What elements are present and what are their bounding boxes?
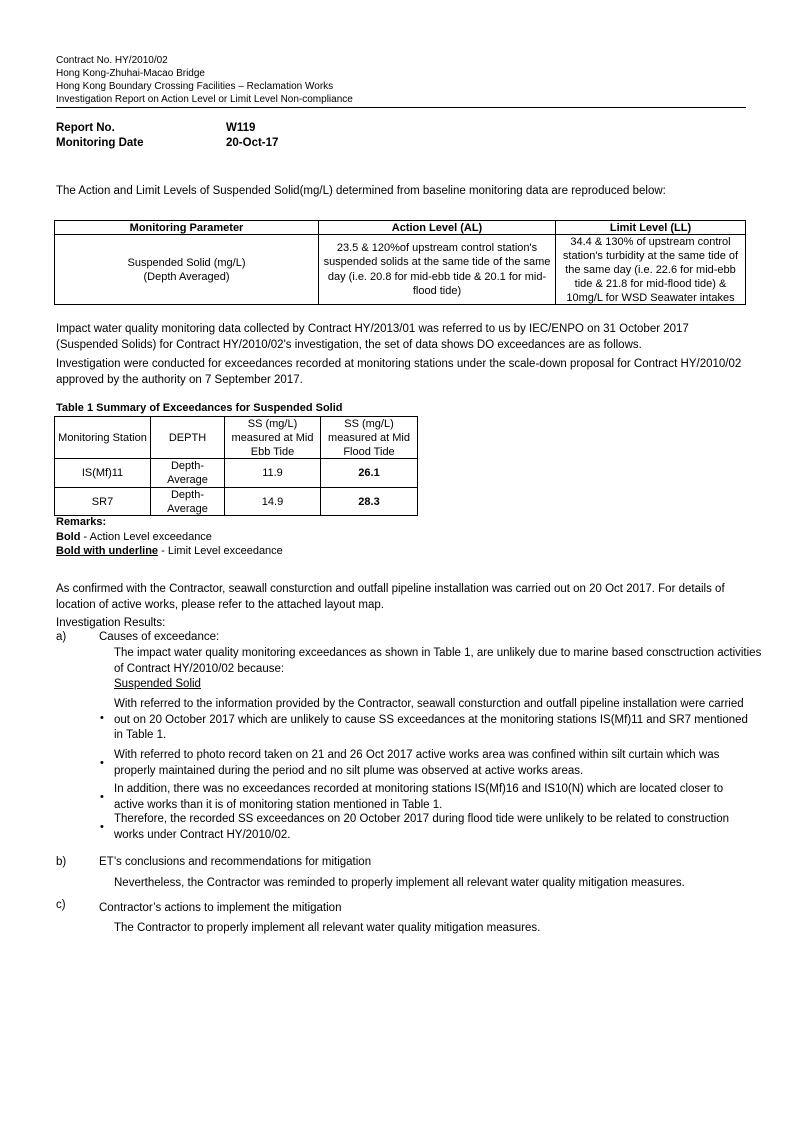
th-flood-line: SS (mg/L) (344, 417, 394, 430)
th-ebb (224, 416, 321, 459)
section-b-marker: b) (56, 856, 67, 868)
row2-ebb: 14.9 (224, 487, 321, 516)
paragraph-line: active works than it is of monitoring station mentioned in Table 1. (114, 798, 443, 811)
limit-level-line: tide & 21.8 for mid-flood tide) & (574, 277, 727, 290)
remarks-bold-desc: - Action Level exceedance (80, 531, 212, 543)
remarks-bu-label: Bold with underline (56, 545, 159, 557)
bullet-icon: • (100, 821, 104, 833)
header-contract: Contract No. HY/2010/02 (56, 55, 168, 66)
limit-level-line: the same day (i.e. 22.6 for mid-ebb (565, 263, 736, 276)
paragraph-line: (Suspended Solids) for Contract HY/2010/02's investigation, the set of data shows DO exceedances are as follows. (56, 338, 642, 351)
bullet-item-2 (114, 748, 719, 779)
depth-line: Depth- (170, 488, 205, 501)
th-station: Monitoring Station (54, 416, 151, 459)
section-b-text: Nevertheless, the Contractor was reminded to properly implement all relevant water quality mitigation measures. (114, 877, 685, 889)
paragraph-line: The impact water quality monitoring exceedances as shown in Table 1, are unlikely due to marine based consctruction activities (114, 647, 762, 659)
action-limit-table (54, 220, 746, 305)
section-c-marker: c) (56, 899, 66, 911)
results-title: Investigation Results: (56, 617, 166, 629)
table-header-action: Action Level (AL) (318, 220, 556, 235)
section-a-subheading (114, 677, 201, 693)
remarks-title: Remarks: (56, 516, 107, 528)
bullet-item-1 (114, 697, 748, 744)
action-level-line: 23.5 & 120%of upstream control station's (336, 241, 538, 254)
paragraph-line: With referred to the information provided by the Contractor, seawall consturction and outfall pipeline installation were carried (114, 698, 744, 710)
remarks-bold-label: Bold (56, 531, 81, 543)
paragraph-line: works under Contract HY/2010/02. (114, 828, 291, 841)
section-a-intro (114, 646, 761, 677)
paragraph-contractor (56, 582, 725, 613)
header-report-type: Investigation Report on Action Level or Limit Level Non-compliance (56, 94, 353, 105)
section-c-title: Contractor’s actions to implement the mitigation (99, 902, 342, 914)
paragraph-line: As confirmed with the Contractor, seawall consturction and outfall pipeline installation was carried out on 20 Oct 2017. For details of (56, 583, 725, 595)
th-flood-line: measured at Mid (328, 431, 410, 444)
parameter-line: Suspended Solid (mg/L) (127, 256, 246, 269)
monitoring-date-value: 20-Oct-17 (226, 137, 279, 149)
row2-depth (150, 487, 225, 516)
table-header-parameter: Monitoring Parameter (54, 220, 319, 235)
subheading-text: Suspended Solid (114, 678, 201, 690)
bullet-icon: • (100, 757, 104, 769)
depth-line: Average (167, 502, 208, 515)
header-works: Hong Kong Boundary Crossing Facilities – Reclamation Works (56, 81, 334, 92)
limit-level-line: 34.4 & 130% of upstream control (570, 235, 731, 248)
paragraph-data-source (56, 322, 689, 353)
paragraph-line: location of active works, please refer to the attached layout map. (56, 598, 384, 611)
th-ebb-line: SS (mg/L) (247, 417, 298, 430)
row1-station: IS(Mf)11 (54, 458, 151, 488)
bullet-item-3 (114, 782, 723, 813)
th-ebb-line: measured at Mid (231, 431, 314, 444)
remarks-bold-underline (56, 545, 283, 557)
action-level-line: flood tide) (412, 285, 462, 297)
limit-level-cell (555, 234, 746, 305)
report-no-label: Report No. (56, 122, 115, 134)
parameter-line: (Depth Averaged) (143, 270, 230, 283)
parameter-cell (54, 234, 319, 305)
section-a-marker: a) (56, 631, 67, 643)
row1-depth (150, 458, 225, 488)
paragraph-line: With referred to photo record taken on 21 and 26 Oct 2017 active works area was confined within silt curtain which was (114, 749, 720, 761)
limit-level-line: 10mg/L for WSD Seawater intakes (566, 291, 735, 304)
table1-title: Table 1 Summary of Exceedances for Suspended Solid (56, 402, 343, 414)
paragraph-line: approved by the authority on 7 September 2017. (56, 373, 303, 386)
monitoring-date-label: Monitoring Date (56, 137, 144, 149)
row2-station: SR7 (54, 487, 151, 516)
depth-line: Average (167, 474, 208, 486)
paragraph-line: in Table 1. (114, 729, 167, 741)
report-no-value: W119 (226, 122, 256, 134)
header-project: Hong Kong-Zhuhai-Macao Bridge (56, 68, 205, 79)
paragraph-line: Investigation were conducted for exceedances recorded at monitoring stations under the scale-down proposal for Contract HY/2010/02 (56, 358, 742, 370)
th-flood-line: Flood Tide (343, 445, 395, 458)
table-header-limit: Limit Level (LL) (555, 220, 746, 235)
paragraph-line: out on 20 October 2017 which are unlikely to cause SS exceedances at the monitoring stations IS(Mf)11 and SR7 mentioned (114, 713, 748, 726)
paragraph-line: Impact water quality monitoring data collected by Contract HY/2013/01 was referred to us by IEC/ENPO on 31 October 2017 (56, 323, 689, 335)
row1-flood: 26.1 (320, 458, 418, 488)
action-level-cell (318, 234, 556, 305)
paragraph-investigation (56, 357, 741, 388)
section-b-title: ET’s conclusions and recommendations for mitigation (99, 856, 372, 868)
action-level-line: day (i.e. 20.8 for mid-ebb tide & 20.1 for mid- (327, 270, 547, 283)
paragraph-line: properly maintained during the period and no silt plume was observed at active works areas. (114, 764, 584, 777)
remarks-bu-desc: - Limit Level exceedance (158, 545, 283, 557)
paragraph-line: Therefore, the recorded SS exceedances on 20 October 2017 during flood tide were unlikely to be related to construction (114, 813, 729, 825)
header-divider (56, 107, 746, 108)
bullet-item-4 (114, 812, 729, 843)
depth-line: Depth- (170, 460, 205, 472)
bullet-icon: • (100, 712, 104, 724)
remarks-bold (56, 531, 212, 543)
row1-ebb: 11.9 (224, 458, 321, 488)
intro-text: The Action and Limit Levels of Suspended Solid(mg/L) determined from baseline monitoring data are reproduced below: (56, 185, 666, 197)
exceedance-table (54, 416, 418, 516)
bullet-icon: • (100, 791, 104, 803)
section-a-title: Causes of exceedance: (99, 631, 220, 643)
action-level-line: suspended solids at the same tide of the same (323, 256, 551, 268)
th-ebb-line: Ebb Tide (250, 445, 295, 458)
th-depth: DEPTH (150, 416, 225, 459)
paragraph-line: of Contract HY/2010/02 because: (114, 662, 285, 675)
row2-flood: 28.3 (320, 487, 418, 516)
section-c-text: The Contractor to properly implement all relevant water quality mitigation measures. (114, 922, 541, 934)
paragraph-line: In addition, there was no exceedances recorded at monitoring stations IS(Mf)16 and IS10(N) which are located closer to (114, 783, 724, 795)
limit-level-line: station's turbidity at the same tide of (562, 249, 739, 262)
th-flood (320, 416, 418, 459)
